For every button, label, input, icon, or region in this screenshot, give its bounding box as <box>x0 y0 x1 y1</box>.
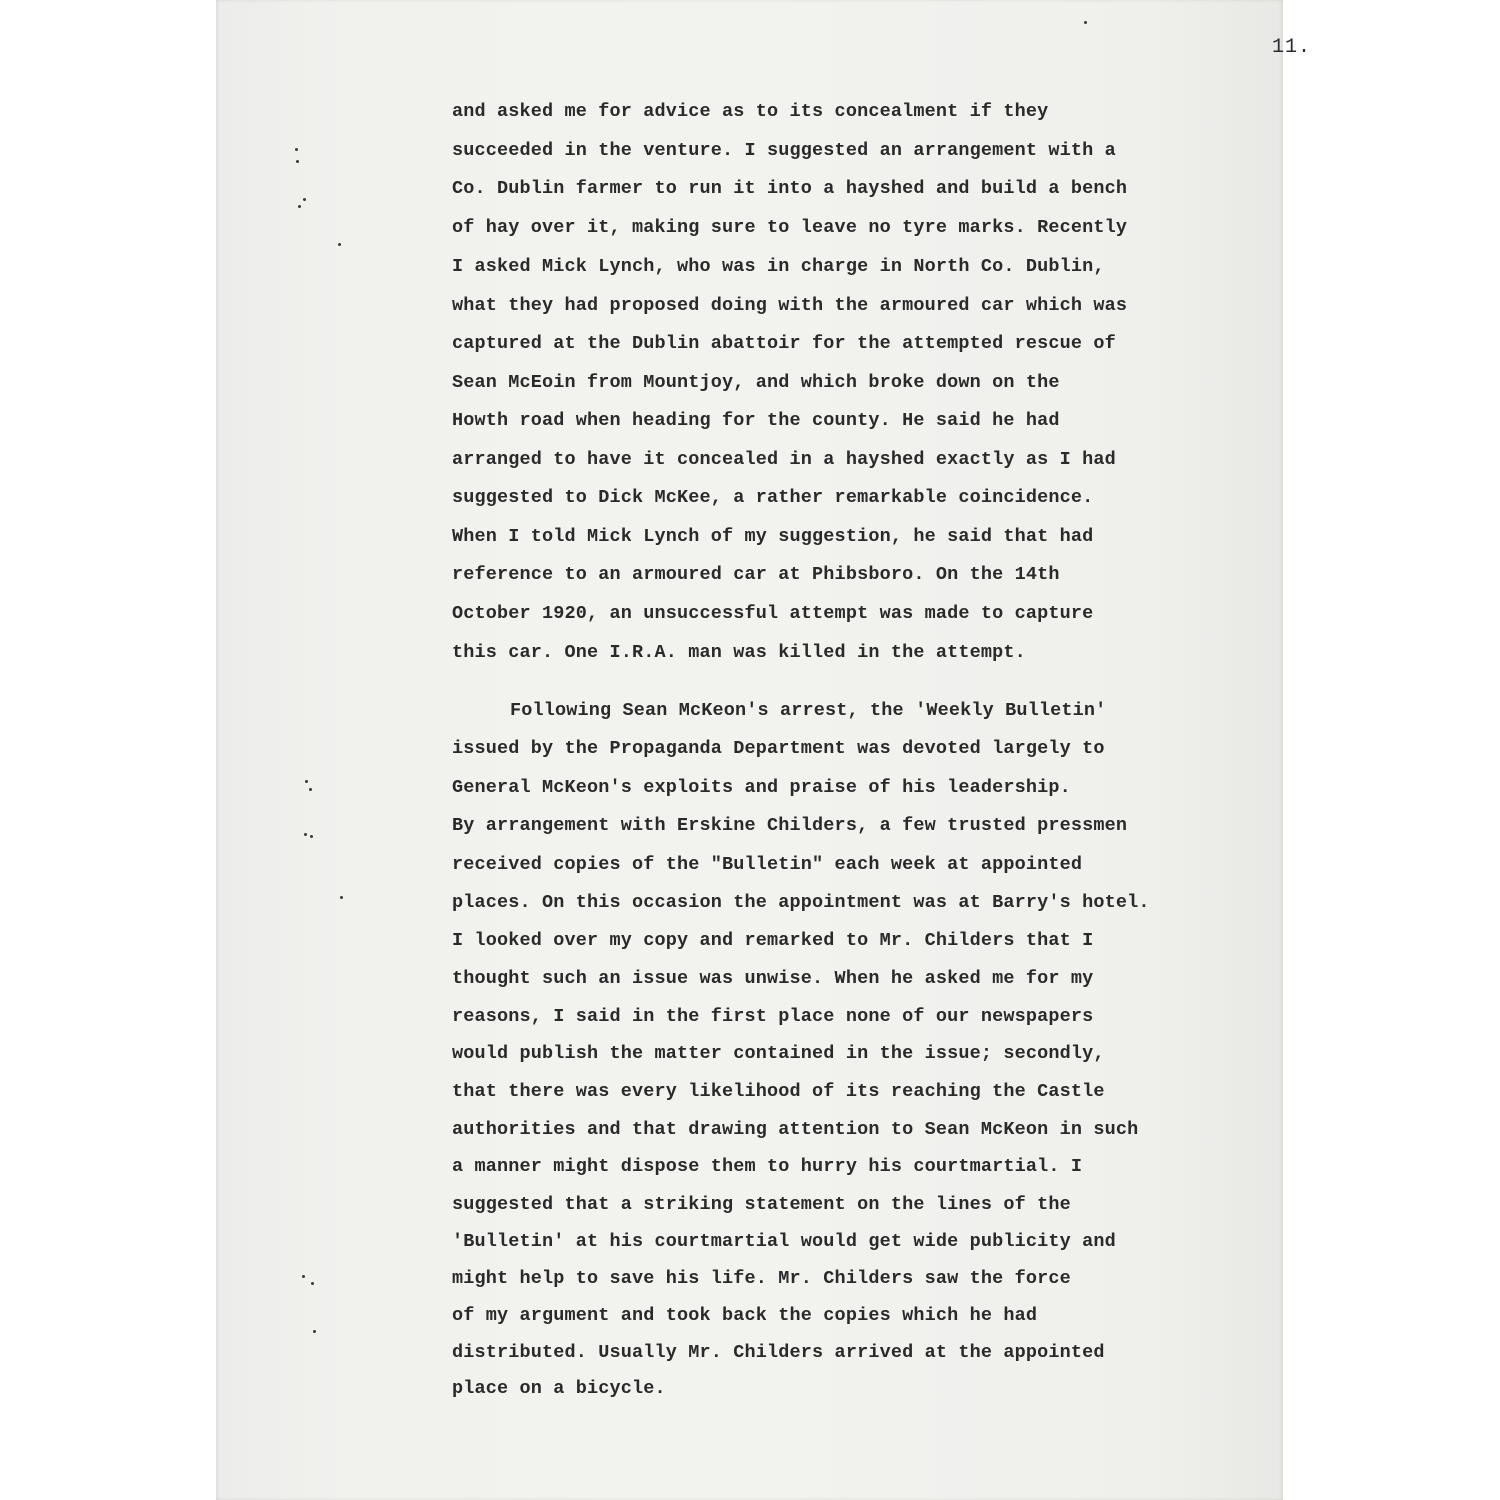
paper-speck <box>313 1330 316 1333</box>
paper-speck <box>310 835 313 838</box>
text-line: I asked Mick Lynch, who was in charge in North Co. Dublin, <box>452 256 1105 277</box>
text-line: Co. Dublin farmer to run it into a hayshed and build a bench <box>452 178 1128 199</box>
text-line: suggested to Dick McKee, a rather remarkable coincidence. <box>452 487 1094 508</box>
text-line: might help to save his life. Mr. Childers saw the force <box>452 1268 1071 1289</box>
text-line: reference to an armoured car at Phibsboro. On the 14th <box>452 564 1060 585</box>
text-line: a manner might dispose them to hurry his courtmartial. I <box>452 1156 1083 1177</box>
page-number: 11. <box>1272 36 1312 59</box>
paper-speck <box>298 205 301 208</box>
text-line: would publish the matter contained in the issue; secondly, <box>452 1043 1105 1064</box>
text-line: suggested that a striking statement on the lines of the <box>452 1194 1071 1215</box>
text-line: Following Sean McKeon's arrest, the 'Weekly Bulletin' <box>510 700 1107 721</box>
paper-speck <box>304 833 307 836</box>
paper-speck <box>303 198 306 201</box>
text-line: Howth road when heading for the county. He said he had <box>452 410 1060 431</box>
text-line: October 1920, an unsuccessful attempt was made to capture <box>452 603 1094 624</box>
text-line: Sean McEoin from Mountjoy, and which broke down on the <box>452 372 1060 393</box>
paper-speck <box>295 148 298 151</box>
text-line: 'Bulletin' at his courtmartial would get wide publicity and <box>452 1231 1116 1252</box>
text-line: of hay over it, making sure to leave no tyre marks. Recently <box>452 217 1128 238</box>
text-line: captured at the Dublin abattoir for the attempted rescue of <box>452 333 1116 354</box>
text-line: issued by the Propaganda Department was devoted largely to <box>452 738 1105 759</box>
text-line: General McKeon's exploits and praise of his leadership. <box>452 777 1071 798</box>
typed-page <box>216 0 1312 1500</box>
paper-speck <box>1084 21 1087 24</box>
text-line: of my argument and took back the copies which he had <box>452 1305 1038 1326</box>
paper-speck <box>305 780 308 783</box>
paper-speck <box>302 1275 305 1278</box>
text-line: places. On this occasion the appointment was at Barry's hotel. <box>452 892 1150 913</box>
text-line: When I told Mick Lynch of my suggestion, he said that had <box>452 526 1094 547</box>
text-line: reasons, I said in the first place none of our newspapers <box>452 1006 1094 1027</box>
text-line: By arrangement with Erskine Childers, a few trusted pressmen <box>452 815 1128 836</box>
paper-speck <box>338 243 341 246</box>
text-line: place on a bicycle. <box>452 1378 666 1399</box>
text-line: succeeded in the venture. I suggested an arrangement with a <box>452 140 1116 161</box>
text-line: this car. One I.R.A. man was killed in the attempt. <box>452 642 1026 663</box>
paper-speck <box>311 1282 314 1285</box>
paper-speck <box>309 788 312 791</box>
text-line: what they had proposed doing with the armoured car which was <box>452 295 1128 316</box>
text-line: I looked over my copy and remarked to Mr. Childers that I <box>452 930 1094 951</box>
text-line: that there was every likelihood of its reaching the Castle <box>452 1081 1105 1102</box>
paper-speck <box>340 896 343 899</box>
text-line: authorities and that drawing attention to Sean McKeon in such <box>452 1119 1139 1140</box>
paper-speck <box>296 160 299 163</box>
text-line: received copies of the "Bulletin" each week at appointed <box>452 854 1083 875</box>
text-line: and asked me for advice as to its concealment if they <box>452 101 1049 122</box>
text-line: arranged to have it concealed in a hayshed exactly as I had <box>452 449 1116 470</box>
text-line: thought such an issue was unwise. When he asked me for my <box>452 968 1094 989</box>
text-line: distributed. Usually Mr. Childers arrived at the appointed <box>452 1342 1105 1363</box>
